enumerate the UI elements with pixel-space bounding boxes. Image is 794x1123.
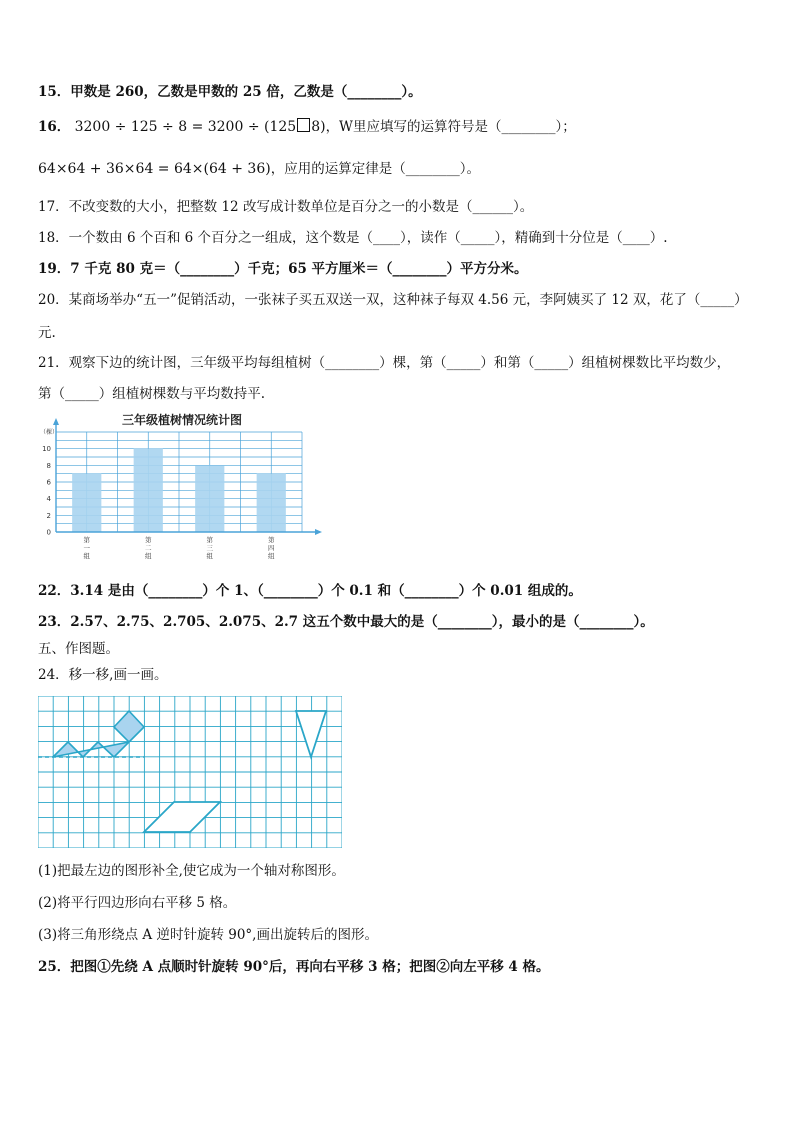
question-16-line1 — [38, 118, 576, 136]
question-16-line2 — [38, 160, 480, 178]
drawing-grid[interactable] — [38, 696, 342, 848]
chart-category-label: 第三组 — [206, 536, 213, 560]
question-17 — [38, 198, 533, 216]
answer-box[interactable] — [297, 118, 310, 132]
q17-text: 17．不改变数的大小，把整数 12 改写成计数单位是百分之一的小数是（______）。 — [38, 199, 534, 215]
triangle-figure — [296, 711, 326, 757]
question-23 — [38, 613, 654, 631]
chart-bar — [72, 474, 101, 532]
q22-text: 22．3.14 是由（________）个 1、（________）个 0.1 和（________）个 0.01 组成的。 — [38, 583, 582, 599]
q20-text-1: 20．某商场举办“五一”促销活动，一张袜子买五双送一双，这种袜子每双 4.56 元，李阿姨买了 12 双，花了（_____） — [38, 292, 748, 308]
chart-y-tick-label: 6 — [46, 478, 51, 487]
question-21-line2 — [38, 385, 265, 403]
question-18 — [38, 229, 668, 247]
chart-bar — [257, 474, 286, 532]
question-24-sub2 — [38, 894, 236, 912]
section-5-heading — [38, 640, 119, 658]
question-22 — [38, 582, 582, 600]
question-20-line1 — [38, 291, 748, 309]
chart-y-tick-label: 4 — [46, 495, 51, 504]
q21-text-1: 21．观察下边的统计图，三年级平均每组植树（________）棵，第（_____）和第（_____）组植树棵数比平均数少， — [38, 355, 731, 371]
q15-text: 15．甲数是 260，乙数是甲数的 25 倍，乙数是（________）。 — [38, 84, 422, 100]
q24-sub3-text: (3)将三角形绕点 A 逆时针旋转 90°,画出旋转后的图形。 — [38, 927, 378, 943]
question-25 — [38, 958, 549, 976]
q24-title-text: 24．移一移,画一画。 — [38, 667, 168, 683]
chart-bar — [134, 449, 163, 532]
q23-text: 23．2.57、2.75、2.705、2.075、2.7 这五个数中最大的是（________），最小的是（________）。 — [38, 614, 654, 630]
chart-y-tick-label: 2 — [46, 511, 51, 520]
chart-unit-label: （棵） — [40, 429, 59, 436]
q16-number: 16． — [38, 119, 71, 135]
q16-text-2: ，应用的运算定律是（________）。 — [270, 161, 480, 177]
chart-y-tick-label: 0 — [46, 528, 51, 537]
parallelogram-figure — [144, 802, 220, 832]
chart-category-label: 第二组 — [145, 536, 152, 560]
chart-x-axis-arrow — [315, 529, 322, 535]
q16-expression: 3200 ÷ 125 ÷ 8 = 3200 ÷ (125 — [74, 119, 297, 135]
question-24-sub3 — [38, 926, 378, 944]
chart-category-label: 第一组 — [83, 536, 90, 560]
q24-sub2-text: (2)将平行四边形向右平移 5 格。 — [38, 895, 237, 911]
q21-text-2: 第（_____）组植树棵数与平均数持平. — [38, 386, 266, 402]
chart-y-tick-label: 10 — [42, 445, 51, 454]
question-24-sub1 — [38, 862, 345, 880]
q25-text: 25．把图①先绕 A 点顺时针旋转 90°后，再向右平移 3 格；把图②向左平移 4 格。 — [38, 959, 550, 975]
tree-planting-chart — [36, 410, 336, 570]
q20-text-2: 元. — [38, 325, 56, 341]
q16-expression-tail: 8) — [311, 119, 326, 135]
chart-y-axis-arrow — [53, 418, 59, 425]
q19-text: 19．7 千克 80 克＝（________）千克；65 平方厘米＝（________）平方分米。 — [38, 261, 528, 277]
q16-text: ，W里应填写的运算符号是（________）； — [325, 119, 576, 135]
chart-category-label: 第四组 — [268, 536, 275, 560]
chart-title: 三年级植树情况统计图 — [121, 413, 243, 427]
chart-y-tick-label: 8 — [46, 461, 51, 470]
section-5-text: 五、作图题。 — [38, 641, 119, 657]
question-15 — [38, 83, 422, 101]
question-24-title — [38, 666, 167, 684]
question-21-line1 — [38, 354, 730, 372]
q24-sub1-text: (1)把最左边的图形补全,使它成为一个轴对称图形。 — [38, 863, 345, 879]
q18-text: 18．一个数由 6 个百和 6 个百分之一组成，这个数是（____），读作（_____），精确到十分位是（____）. — [38, 230, 668, 246]
question-20-line2 — [38, 324, 56, 342]
question-19 — [38, 260, 528, 278]
q16-expression-2: 64×64 + 36×64 = 64×(64 + 36) — [38, 161, 271, 177]
chart-bar — [195, 465, 224, 532]
